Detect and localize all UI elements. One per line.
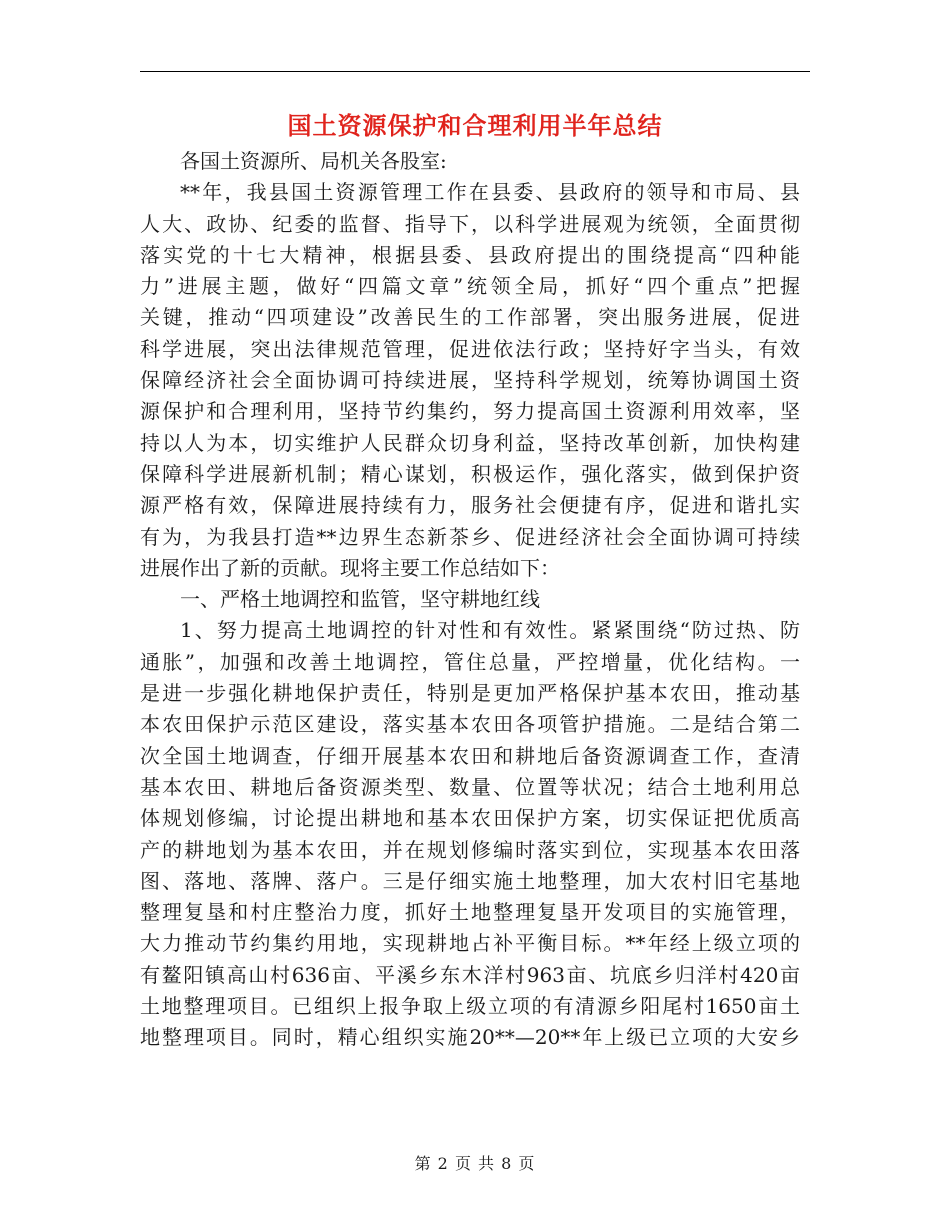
document-body [140,146,800,1054]
text-line: 基本农田、耕地后备资源类型、数量、位置等状况；结合土地利用总 [140,774,800,799]
text-line: 进展作出了新的贡献。现将主要工作总结如下： [140,555,560,580]
text-line: **年，我县国土资源管理工作在县委、县政府的领导和市局、县 [180,180,800,205]
text-line: 土地整理项目。已组织上报争取上级立项的有清源乡阳尾村1650亩土 [140,994,800,1019]
text-line: 地整理项目。同时，精心组织实施20**—20**年上级已立项的大安乡 [140,1025,800,1050]
text-line: 持以人为本，切实维护人民群众切身利益，坚持改革创新，加快构建 [140,430,800,455]
page-number-footer: 第 2 页 共 8 页 [414,1154,536,1173]
text-line: 1、努力提高土地调控的针对性和有效性。紧紧围绕“防过热、防 [180,618,800,643]
text-line: 大力推动节约集约用地，实现耕地占补平衡目标。**年经上级立项的 [140,931,800,956]
text-line: 本农田保护示范区建设，落实基本农田各项管护措施。二是结合第二 [140,712,800,737]
text-line: 力”进展主题，做好“四篇文章”统领全局，抓好“四个重点”把握 [140,274,800,299]
text-line: 是进一步强化耕地保护责任，特别是更加严格保护基本农田，推动基 [140,681,800,706]
text-line: 落实党的十七大精神，根据县委、县政府提出的围绕提高“四种能 [140,242,800,267]
text-line: 保障科学进展新机制；精心谋划，积极运作，强化落实，做到保护资 [140,461,800,486]
text-line: 产的耕地划为基本农田，并在规划修编时落实到位，实现基本农田落 [140,837,800,862]
text-line: 次全国土地调查，仔细开展基本农田和耕地后备资源调查工作，查清 [140,743,800,768]
text-line: 源严格有效，保障进展持续有力，服务社会便捷有序，促进和谐扎实 [140,493,800,518]
text-line: 保障经济社会全面协调可持续进展，坚持科学规划，统筹协调国土资 [140,368,800,393]
text-line: 通胀”，加强和改善土地调控，管住总量，严控增量，优化结构。一 [140,649,800,674]
text-line: 有鳌阳镇高山村636亩、平溪乡东木洋村963亩、坑底乡归洋村420亩 [140,962,800,987]
text-line: 整理复垦和村庄整治力度，抓好土地整理复垦开发项目的实施管理， [140,900,800,925]
text-line: 一、严格土地调控和监管，坚守耕地红线 [180,587,540,612]
header-rule [140,71,810,72]
text-line: 科学进展，突出法律规范管理，促进依法行政；坚持好字当头，有效 [140,336,800,361]
text-line: 各国土资源所、局机关各股室: [180,149,447,173]
text-line: 人大、政协、纪委的监督、指导下，以科学进展观为统领，全面贯彻 [140,211,800,236]
text-line: 关键，推动“四项建设”改善民生的工作部署，突出服务进展，促进 [140,305,800,330]
text-line: 源保护和合理利用，坚持节约集约，努力提高国土资源利用效率，坚 [140,399,800,424]
text-line: 体规划修编，讨论提出耕地和基本农田保护方案，切实保证把优质高 [140,806,800,831]
text-line: 图、落地、落牌、落户。三是仔细实施土地整理，加大农村旧宅基地 [140,868,800,893]
text-line: 有为，为我县打造**边界生态新茶乡、促进经济社会全面协调可持续 [140,524,800,549]
document-title: 国土资源保护和合理利用半年总结 [287,111,663,140]
